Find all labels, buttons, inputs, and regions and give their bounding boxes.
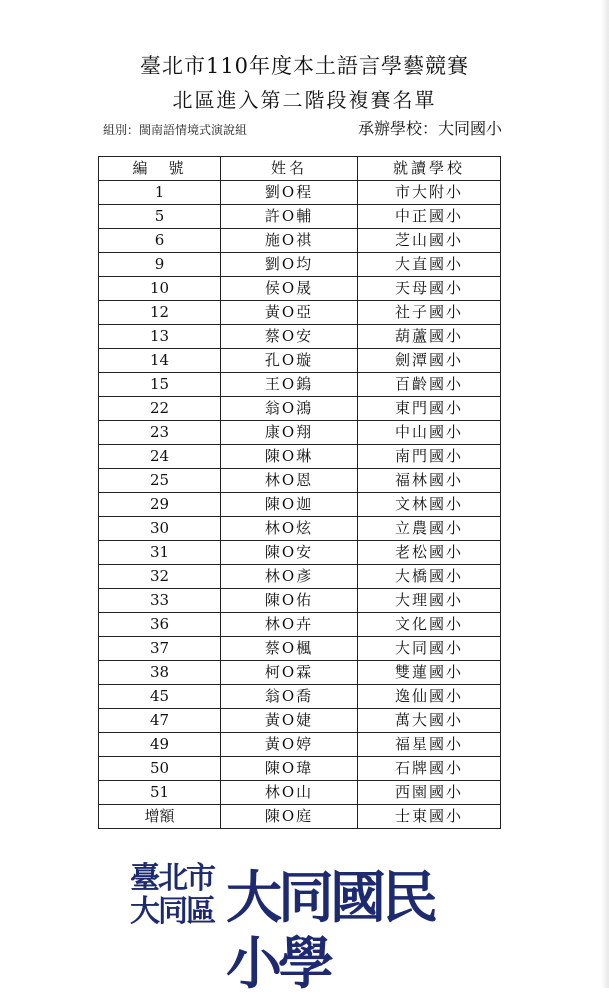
cell-name: 陳O琳 — [221, 445, 358, 469]
cell-school: 東門國小 — [358, 397, 501, 421]
cell-name: 翁O喬 — [221, 685, 358, 709]
cell-school: 大直國小 — [358, 253, 501, 277]
cell-number: 6 — [99, 229, 221, 253]
cell-school: 南門國小 — [358, 445, 501, 469]
cell-school: 葫蘆國小 — [358, 325, 501, 349]
cell-name: 劉O均 — [221, 253, 358, 277]
cell-name: 林O恩 — [221, 469, 358, 493]
cell-name: 柯O霖 — [221, 661, 358, 685]
cell-number: 9 — [99, 253, 221, 277]
cell-school: 文化國小 — [358, 613, 501, 637]
roster-table — [98, 156, 501, 829]
table-row — [99, 445, 501, 469]
table-row — [99, 325, 501, 349]
cell-number: 37 — [99, 637, 221, 661]
cell-name: 黃O婕 — [221, 709, 358, 733]
table-row — [99, 301, 501, 325]
school-stamp — [130, 861, 475, 997]
column-header-name: 姓名 — [221, 157, 358, 181]
cell-school: 天母國小 — [358, 277, 501, 301]
table-row — [99, 397, 501, 421]
cell-school: 百齡國小 — [358, 373, 501, 397]
page-edge-shadow — [601, 0, 609, 988]
cell-number: 13 — [99, 325, 221, 349]
cell-name: 劉O程 — [221, 181, 358, 205]
cell-name: 侯O晟 — [221, 277, 358, 301]
cell-school: 福林國小 — [358, 469, 501, 493]
cell-school: 立農國小 — [358, 517, 501, 541]
roster-body — [99, 181, 501, 829]
cell-number: 33 — [99, 589, 221, 613]
cell-number: 51 — [99, 781, 221, 805]
cell-number: 15 — [99, 373, 221, 397]
cell-name: 林O卉 — [221, 613, 358, 637]
table-row — [99, 229, 501, 253]
cell-school: 芝山國小 — [358, 229, 501, 253]
cell-school: 西園國小 — [358, 781, 501, 805]
cell-school: 大同國小 — [358, 637, 501, 661]
table-row — [99, 373, 501, 397]
stamp-district-text: 大同區 — [130, 894, 214, 929]
cell-number: 38 — [99, 661, 221, 685]
cell-name: 陳O安 — [221, 541, 358, 565]
table-row — [99, 349, 501, 373]
table-row — [99, 541, 501, 565]
cell-number: 29 — [99, 493, 221, 517]
cell-name: 康O翔 — [221, 421, 358, 445]
cell-school: 中山國小 — [358, 421, 501, 445]
table-row — [99, 757, 501, 781]
cell-school: 石牌國小 — [358, 757, 501, 781]
cell-number: 增額 — [99, 805, 221, 829]
cell-name: 黃O亞 — [221, 301, 358, 325]
cell-number: 50 — [99, 757, 221, 781]
table-row — [99, 421, 501, 445]
cell-number: 23 — [99, 421, 221, 445]
host-school: 承辦學校：大同國小 — [358, 119, 503, 138]
cell-name: 陳O佑 — [221, 589, 358, 613]
cell-name: 陳O迦 — [221, 493, 358, 517]
table-row — [99, 493, 501, 517]
table-row — [99, 805, 501, 829]
competition-group: 組別：閩南語情境式演說組 — [103, 123, 248, 137]
column-header-school: 就讀學校 — [358, 157, 501, 181]
table-row — [99, 181, 501, 205]
table-row — [99, 733, 501, 757]
cell-name: 翁O鴻 — [221, 397, 358, 421]
table-row — [99, 637, 501, 661]
cell-number: 45 — [99, 685, 221, 709]
table-row — [99, 613, 501, 637]
cell-school: 雙蓮國小 — [358, 661, 501, 685]
cell-school: 中正國小 — [358, 205, 501, 229]
cell-number: 30 — [99, 517, 221, 541]
cell-school: 社子國小 — [358, 301, 501, 325]
cell-number: 47 — [99, 709, 221, 733]
cell-name: 施O祺 — [221, 229, 358, 253]
table-header-row — [99, 157, 501, 181]
cell-number: 49 — [99, 733, 221, 757]
cell-number: 5 — [99, 205, 221, 229]
cell-name: 林O彥 — [221, 565, 358, 589]
cell-school: 福星國小 — [358, 733, 501, 757]
cell-school: 劍潭國小 — [358, 349, 501, 373]
cell-name: 陳O瑋 — [221, 757, 358, 781]
table-row — [99, 253, 501, 277]
cell-name: 蔡O安 — [221, 325, 358, 349]
table-row — [99, 661, 501, 685]
table-row — [99, 205, 501, 229]
cell-name: 林O山 — [221, 781, 358, 805]
cell-name: 孔O璇 — [221, 349, 358, 373]
table-row — [99, 277, 501, 301]
table-row — [99, 685, 501, 709]
cell-name: 林O炫 — [221, 517, 358, 541]
cell-number: 24 — [99, 445, 221, 469]
cell-school: 萬大國小 — [358, 709, 501, 733]
cell-number: 31 — [99, 541, 221, 565]
table-row — [99, 589, 501, 613]
cell-number: 36 — [99, 613, 221, 637]
cell-number: 22 — [99, 397, 221, 421]
cell-school: 文林國小 — [358, 493, 501, 517]
stamp-district — [130, 862, 222, 928]
cell-school: 逸仙國小 — [358, 685, 501, 709]
table-row — [99, 709, 501, 733]
cell-school: 市大附小 — [358, 181, 501, 205]
stamp-school-name: 大同國民小學 — [226, 866, 434, 997]
cell-number: 10 — [99, 277, 221, 301]
table-row — [99, 781, 501, 805]
stamp-city-text: 臺北市 — [130, 861, 214, 896]
table-row — [99, 469, 501, 493]
cell-name: 蔡O楓 — [221, 637, 358, 661]
document-title: 臺北市110年度本土語言學藝競賽 — [139, 54, 470, 78]
cell-school: 士東國小 — [358, 805, 501, 829]
table-row — [99, 517, 501, 541]
cell-number: 1 — [99, 181, 221, 205]
cell-school: 大理國小 — [358, 589, 501, 613]
cell-number: 32 — [99, 565, 221, 589]
cell-name: 王O鎢 — [221, 373, 358, 397]
cell-school: 大橋國小 — [358, 565, 501, 589]
cell-number: 14 — [99, 349, 221, 373]
cell-number: 25 — [99, 469, 221, 493]
cell-name: 許O輔 — [221, 205, 358, 229]
cell-name: 黃O婷 — [221, 733, 358, 757]
cell-name: 陳O庭 — [221, 805, 358, 829]
cell-number: 12 — [99, 301, 221, 325]
cell-school: 老松國小 — [358, 541, 501, 565]
table-row — [99, 565, 501, 589]
column-header-number: 編 號 — [99, 157, 221, 181]
document-subtitle: 北區進入第二階段複賽名單 — [172, 88, 437, 112]
